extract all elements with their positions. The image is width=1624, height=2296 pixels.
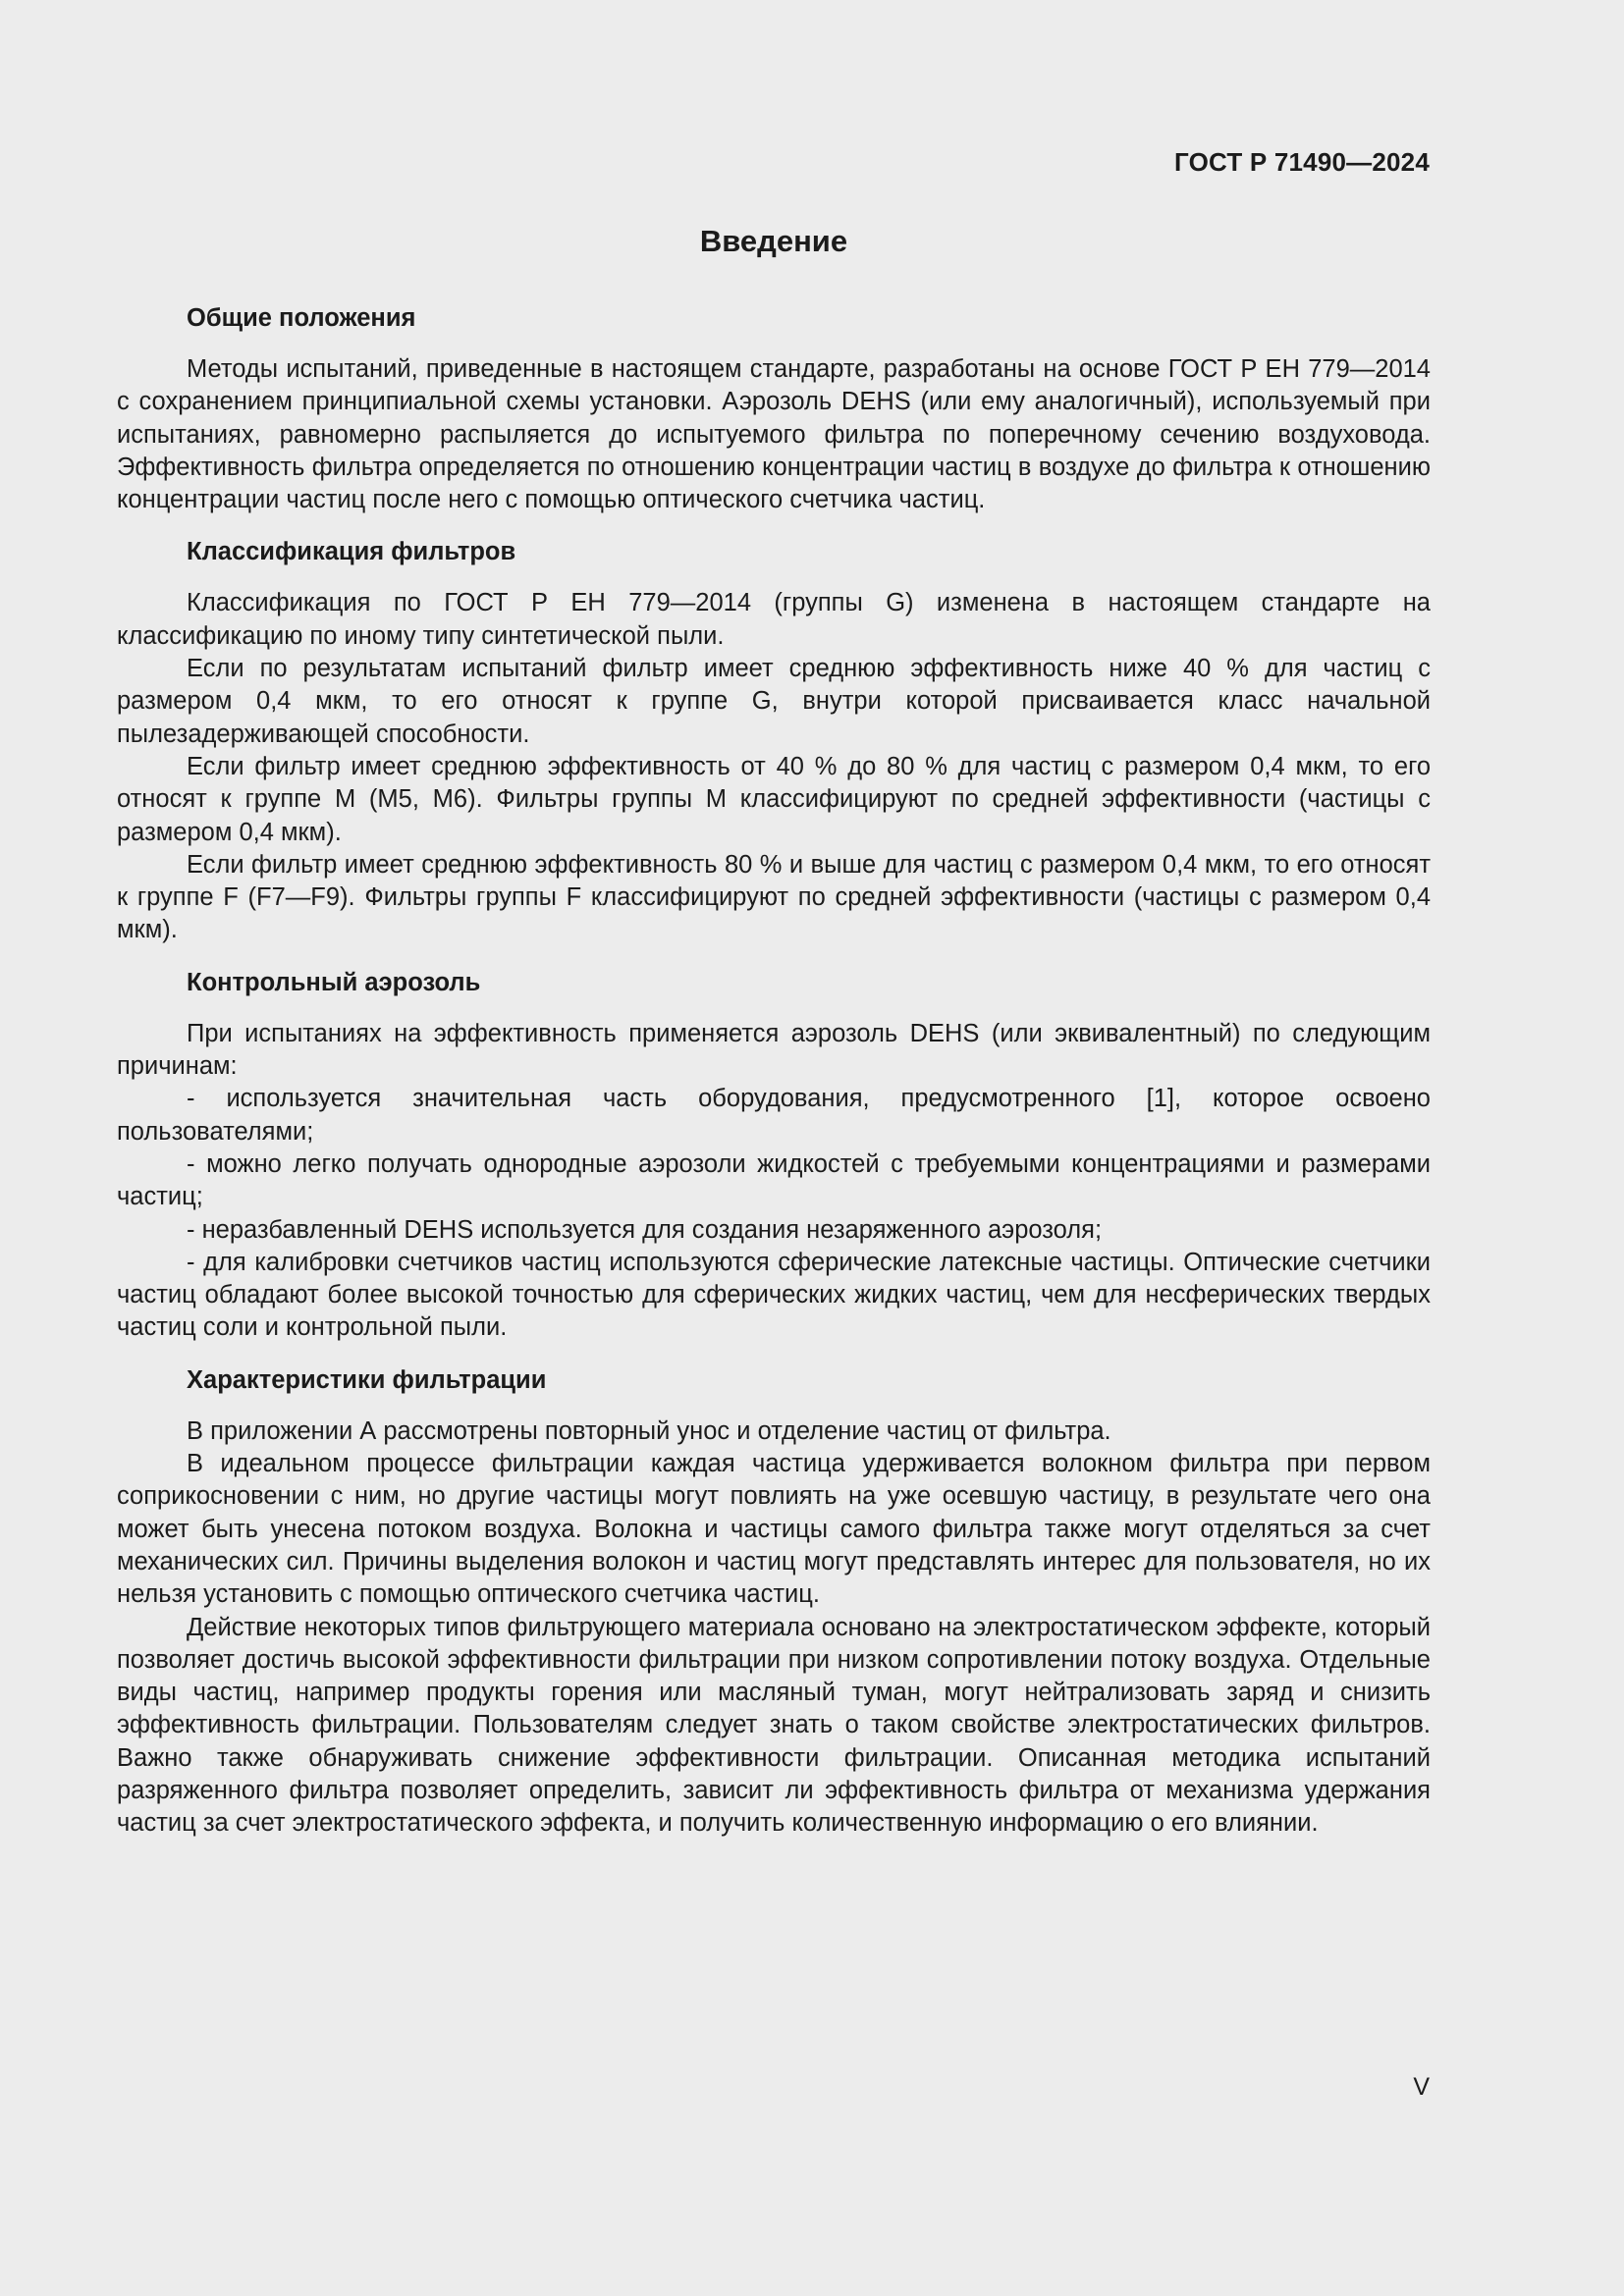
paragraph: Если фильтр имеет среднюю эффективность от 40 % до 80 % для частиц с размером 0,4 мкм, то его относят к группе M (M5, M6). Фильтры группы M классифицируют по средней эффективности (частицы с размером 0,4 мкм). (117, 752, 1431, 846)
section-general (117, 302, 1431, 516)
paragraph: Классификация по ГОСТ Р ЕН 779—2014 (группы G) изменена в настоящем стандарте на классификацию по иному типу синтетической пыли. (117, 589, 1431, 650)
section-heading: Контрольный аэрозоль (187, 968, 481, 996)
section-filtration-characteristics (117, 1364, 1431, 1841)
paragraph: Методы испытаний, приведенные в настоящем стандарте, разработаны на основе ГОСТ Р ЕН 779—2014 с сохранением принципиальной схемы установки. Аэрозоль DEHS (или ему аналогичный), используемый при испытаниях, равномерно распыляется до испытуемого фильтра по поперечному сечению воздуховода. Эффективность фильтра определяется по отношению концентрации частиц в воздухе до фильтра к отношению концентрации частиц после него с помощью оптического счетчика частиц. (117, 355, 1431, 514)
paragraph: Если по результатам испытаний фильтр имеет среднюю эффективность ниже 40 % для частиц с размером 0,4 мкм, то его относят к группе G, внутри которой присваивается класс начальной пылезадерживающей способности. (117, 655, 1431, 748)
document-number: ГОСТ Р 71490—2024 (1174, 147, 1430, 177)
section-classification (117, 536, 1431, 946)
section-heading: Классификация фильтров (187, 538, 516, 566)
section-heading: Общие положения (187, 304, 416, 332)
list-item: - можно легко получать однородные аэрозоли жидкостей с требуемыми концентрациями и размерами частиц; (117, 1149, 1431, 1211)
paragraph: Действие некоторых типов фильтрующего материала основано на электростатическом эффекте, который позволяет достичь высокой эффективности фильтрации при низком сопротивлении потоку воздуха. Отдельные виды частиц, например продукты горения или масляный туман, могут нейтрализовать заряд и снизить эффективность фильтрации. Пользователям следует знать о таком свойстве электростатических фильтров. Важно также обнаруживать снижение эффективности фильтрации. Описанная методика испытаний разряженного фильтра позволяет определить, зависит ли эффективность фильтра от механизма удержания частиц за счет электростатического эффекта, и получить количественную информацию о его влиянии. (117, 1613, 1431, 1838)
page-number: V (1413, 2073, 1430, 2101)
page-title: Введение (699, 224, 848, 258)
list-item: - используется значительная часть оборудования, предусмотренного [1], которое освоено пользователями; (117, 1085, 1431, 1146)
paragraph: При испытаниях на эффективность применяется аэрозоль DEHS (или эквивалентный) по следующим причинам: (117, 1019, 1431, 1081)
list-item: - для калибровки счетчиков частиц используются сферические латексные частицы. Оптические счетчики частиц обладают более высокой точностью для сферических жидких частиц, чем для несферических твердых частиц соли и контрольной пыли. (117, 1248, 1431, 1342)
section-heading: Характеристики фильтрации (187, 1365, 547, 1394)
list-item: - неразбавленный DEHS используется для создания незаряженного аэрозоля; (187, 1215, 1103, 1244)
paragraph: В приложении А рассмотрены повторный унос и отделение частиц от фильтра. (187, 1416, 1111, 1445)
section-control-aerosol (117, 967, 1431, 1345)
paragraph: Если фильтр имеет среднюю эффективность 80 % и выше для частиц с размером 0,4 мкм, то его относят к группе F (F7—F9). Фильтры группы F классифицируют по средней эффективности (частицы с размером 0,4 мкм). (117, 850, 1431, 944)
document-body (117, 302, 1431, 1860)
paragraph: В идеальном процессе фильтрации каждая частица удерживается волокном фильтра при первом соприкосновении с ним, но другие частицы могут повлиять на уже осевшую частицу, в результате чего она может быть унесена потоком воздуха. Волокна и частицы самого фильтра также могут отделяться за счет механических сил. Причины выделения волокон и частиц могут представлять интерес для пользователя, но их нельзя установить с помощью оптического счетчика частиц. (117, 1450, 1431, 1609)
